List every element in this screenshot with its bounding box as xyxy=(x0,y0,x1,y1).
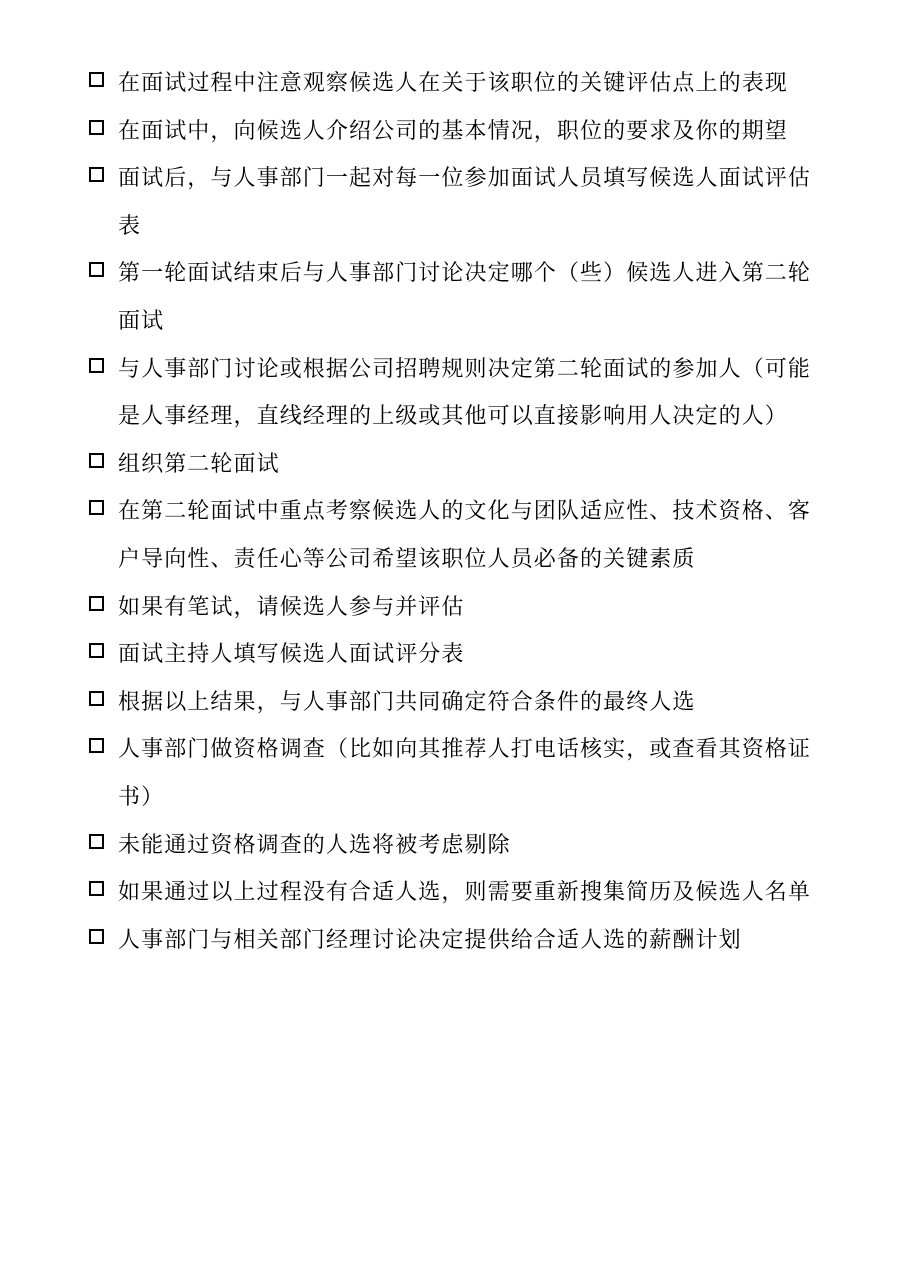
checklist-item-text: 人事部门做资格调查（比如向其推荐人打电话核实，或查看其资格证书） xyxy=(118,737,812,810)
checklist-item xyxy=(89,869,829,917)
checklist-item xyxy=(89,441,829,489)
checklist-item xyxy=(89,822,829,870)
checklist-item xyxy=(89,488,829,583)
checkbox[interactable] xyxy=(89,691,104,706)
checkbox[interactable] xyxy=(89,72,104,87)
checklist-item-text: 面试后，与人事部门一起对每一位参加面试人员填写候选人面试评估表 xyxy=(118,166,812,239)
checklist-item xyxy=(89,250,829,345)
checklist-item xyxy=(89,631,829,679)
checklist-item-text: 根据以上结果，与人事部门共同确定符合条件的最终人选 xyxy=(118,689,696,715)
checklist-item-text: 未能通过资格调查的人选将被考虑剔除 xyxy=(118,832,511,858)
checkbox[interactable] xyxy=(89,453,104,468)
checkbox[interactable] xyxy=(89,881,104,896)
checkbox[interactable] xyxy=(89,500,104,515)
checklist-item xyxy=(89,679,829,727)
checklist-item-text: 面试主持人填写候选人面试评分表 xyxy=(118,642,465,668)
checklist xyxy=(89,60,829,964)
checklist-item-text: 如果有笔试，请候选人参与并评估 xyxy=(118,594,465,620)
checklist-item-text: 第一轮面试结束后与人事部门讨论决定哪个（些）候选人进入第二轮面试 xyxy=(118,261,812,334)
checklist-item-text: 如果通过以上过程没有合适人选，则需要重新搜集简历及候选人名单 xyxy=(118,880,812,906)
checkbox[interactable] xyxy=(89,262,104,277)
checkbox[interactable] xyxy=(89,834,104,849)
checklist-item-text: 人事部门与相关部门经理讨论决定提供给合适人选的薪酬计划 xyxy=(118,927,742,953)
checklist-item xyxy=(89,60,829,108)
checklist-item xyxy=(89,346,829,441)
checklist-item xyxy=(89,155,829,250)
checklist-item xyxy=(89,584,829,632)
checklist-item-text: 与人事部门讨论或根据公司招聘规则决定第二轮面试的参加人（可能是人事经理，直线经理的上级或其他可以直接影响用人决定的人） xyxy=(118,356,812,430)
checkbox[interactable] xyxy=(89,358,104,373)
checkbox[interactable] xyxy=(89,929,104,944)
checklist-item-text: 在面试中，向候选人介绍公司的基本情况，职位的要求及你的期望 xyxy=(118,118,788,144)
checkbox[interactable] xyxy=(89,596,104,611)
checklist-item-text: 在第二轮面试中重点考察候选人的文化与团队适应性、技术资格、客户导向性、责任心等公司希望该职位人员必备的关键素质 xyxy=(118,499,812,572)
checkbox[interactable] xyxy=(89,643,104,658)
checklist-item xyxy=(89,726,829,821)
checkbox[interactable] xyxy=(89,120,104,135)
checkbox[interactable] xyxy=(89,167,104,182)
checklist-item xyxy=(89,108,829,156)
checklist-item xyxy=(89,917,829,965)
checklist-item-text: 组织第二轮面试 xyxy=(118,451,280,477)
checklist-item-text: 在面试过程中注意观察候选人在关于该职位的关键评估点上的表现 xyxy=(118,71,788,96)
checkbox[interactable] xyxy=(89,738,104,753)
